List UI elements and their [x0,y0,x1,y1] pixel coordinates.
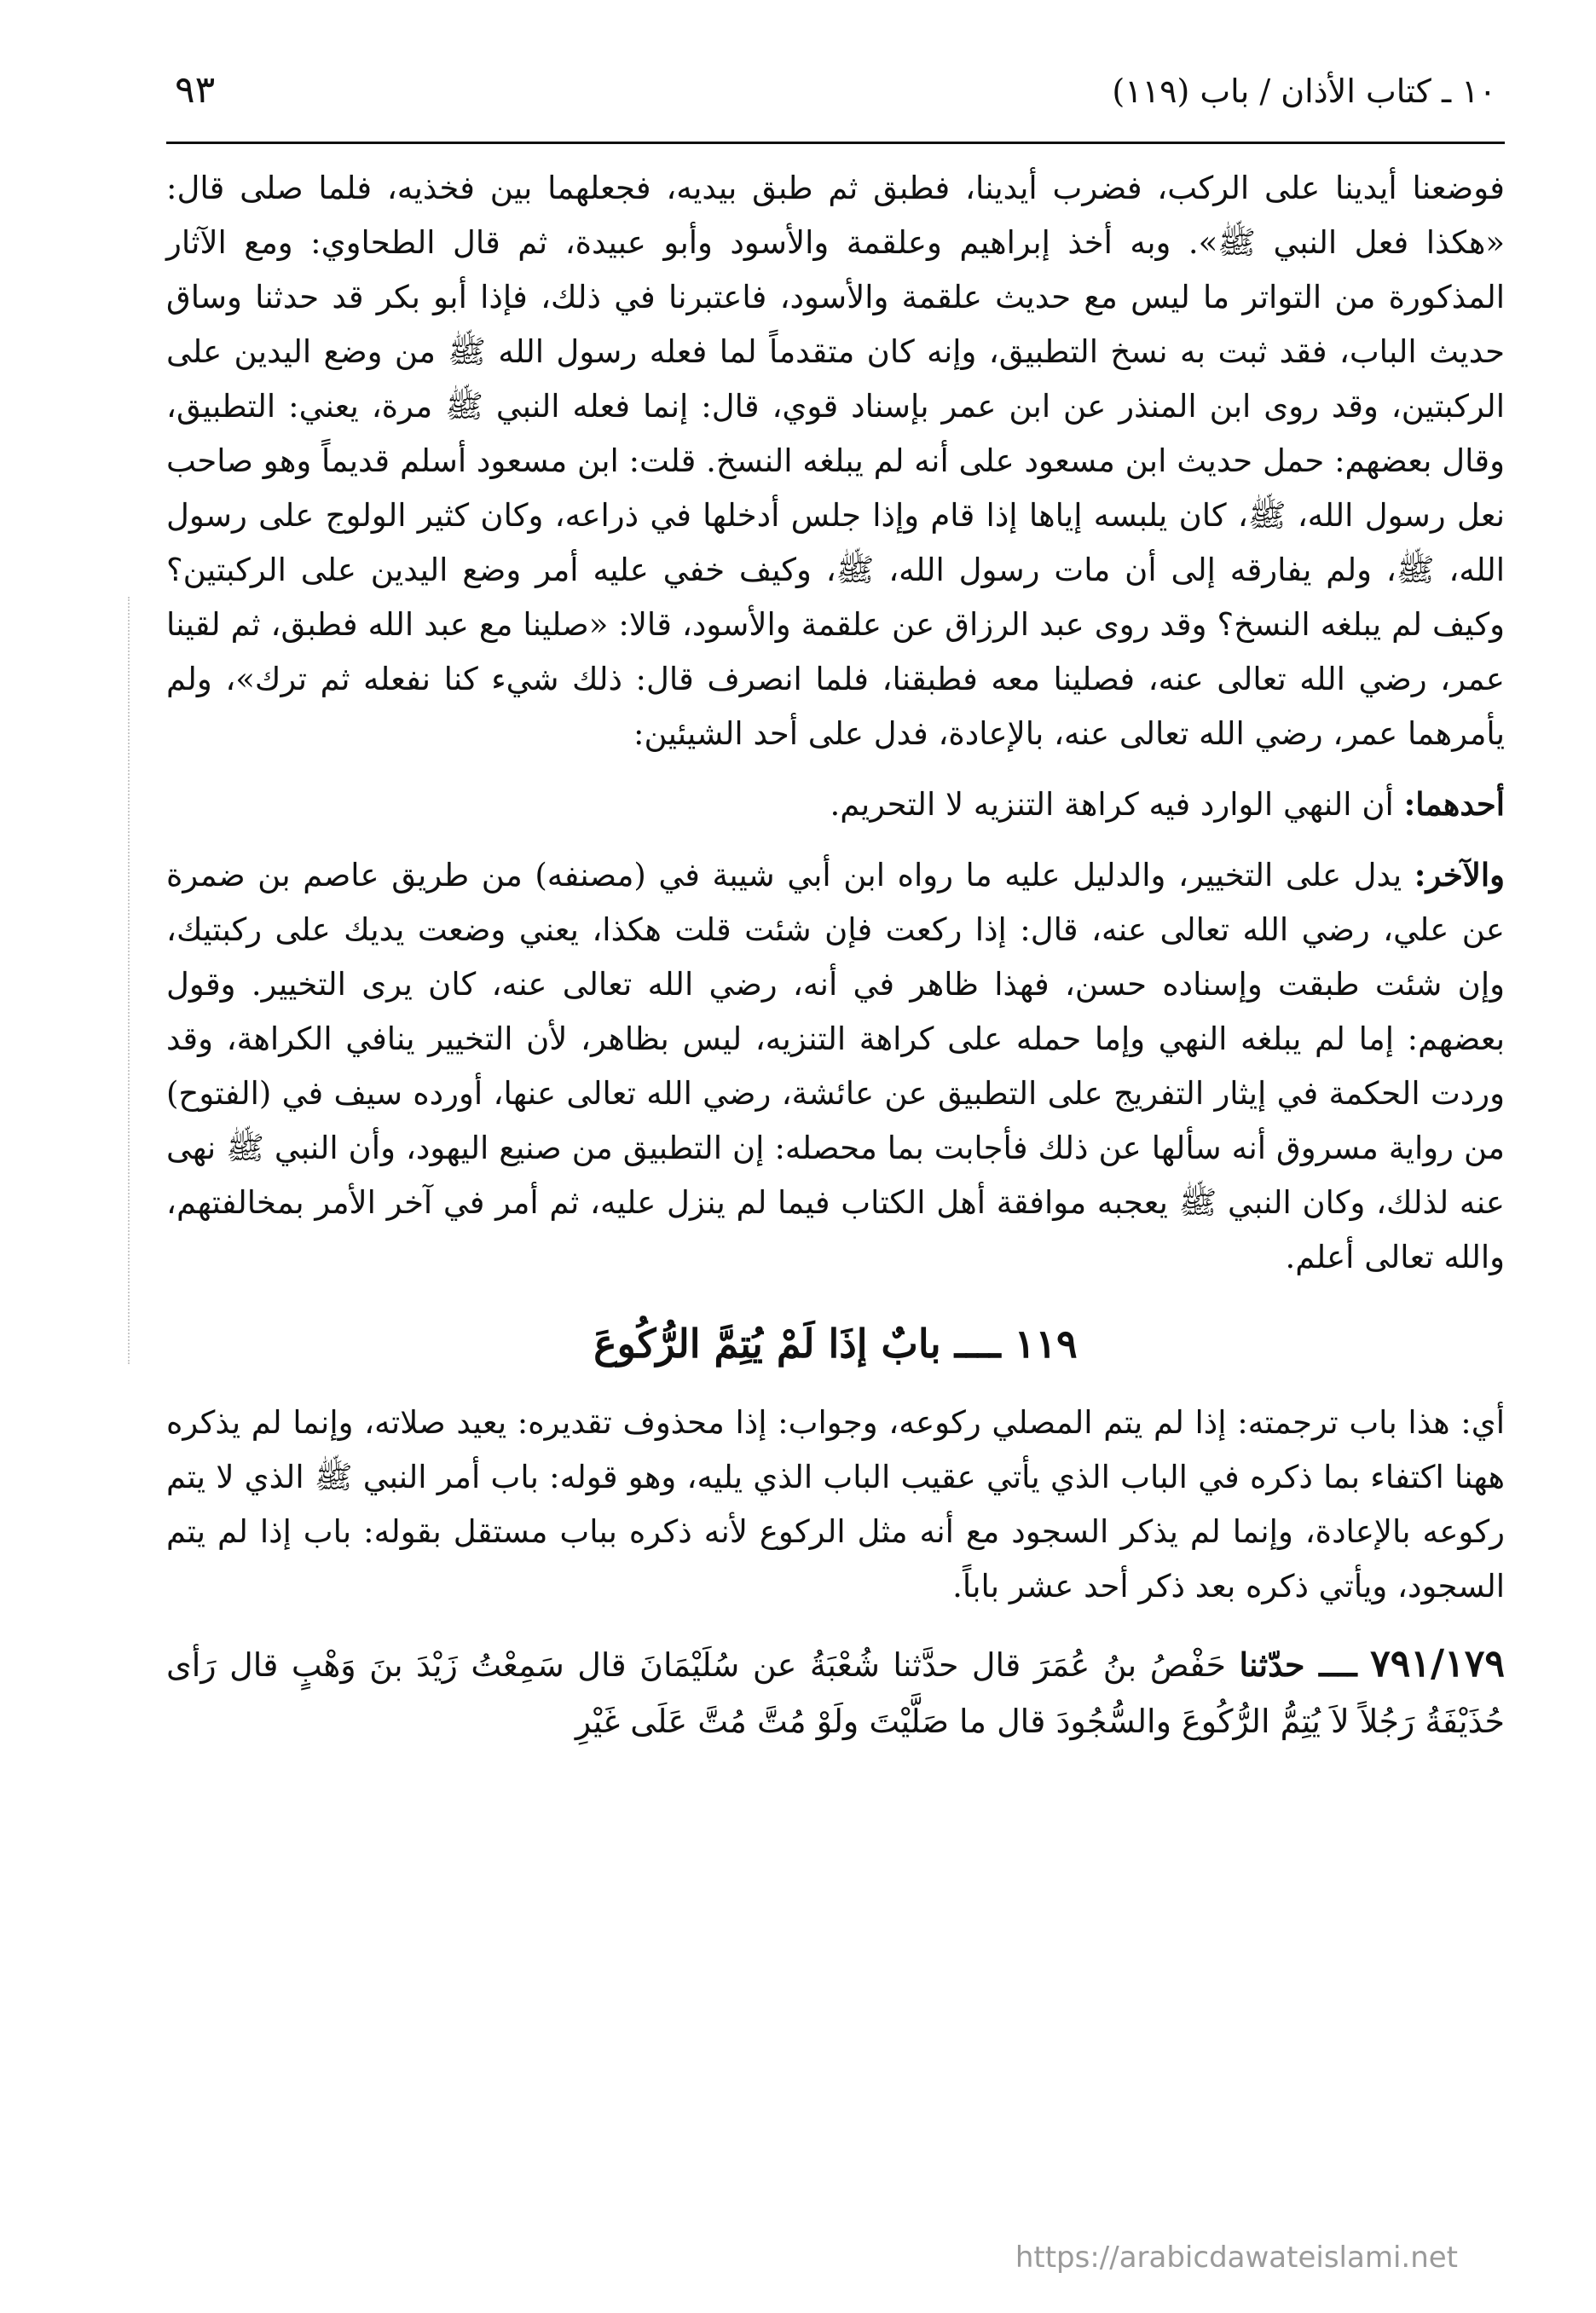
commentary-body [166,161,1505,1749]
chapter-heading: ١١٩ ــــ بابٌ إذَا لَمْ يُتِمَّ الرُّكُوعَ [593,1321,1078,1367]
margin-dotted-line [128,597,135,1364]
commentary-paragraph [166,161,1505,761]
second-point-label: والآخر: [1414,856,1505,893]
second-point-text: يدل على التخيير، والدليل عليه ما رواه ابن أبي شيبة في (مصنفه) من طريق عاصم بن ضمرة عن علي، رضي الله تعالى عنه، قال: إذا ركعت فإن شئت قلت هكذا، يعني وضعت يديك على ركبتيك، وإن شئت طبقت وإسناده حسن، فهذا ظاهر في أنه، رضي الله تعالى عنه، كان يرى التخيير. وقول بعضهم: إما لم يبلغه النهي وإما حمله على كراهة التنزيه، ليس بظاهر، لأن التخيير ينافي الكراهة، وقد وردت الحكمة في إيثار التفريج على التطبيق عن عائشة، رضي الله تعالى عنها، أورده سيف في (الفتوح) من رواية مسروق أنه سألها عن ذلك فأجابت بما محصله: إن التطبيق من صنيع اليهود، وأن النبي ﷺ نهى عنه لذلك، وكان النبي ﷺ يعجبه موافقة أهل الكتاب فيما لم ينزل عليه، ثم أمر في آخر الأمر بمخالفتهم، والله تعالى أعلم. [166,857,1505,1275]
watermark-url: https://arabicdawateislami.net [1015,2241,1458,2275]
hadith-number: ٧٩١/١٧٩ [1370,1642,1505,1686]
hadith-text [166,1636,1505,1749]
page-number: ٩٣ [175,68,216,112]
first-point-paragraph [166,777,1505,832]
second-point-paragraph [166,847,1505,1285]
page-header [166,68,1505,144]
book-page [166,68,1505,2285]
first-point-label: أحدهما: [1403,785,1505,823]
hadith-lead: ــــ حدّثنا [1239,1645,1357,1684]
chapter-explanation: أي: هذا باب ترجمته: إذا لم يتم المصلي ركوعه، وجواب: إذا محذوف تقديره: يعيد صلاته، وإنما لم يذكره ههنا اكتفاء بما ذكره في الباب الذي يأتي عقيب الباب الذي يليه، وهو قوله: باب أمر النبي ﷺ الذي لا يتم ركوعه بالإعادة، وإنما لم يذكر السجود مع أنه مثل الركوع لأنه ذكره بباب مستقل بقوله: باب إذا لم يتم السجود، ويأتي ذكره بعد ذكر أحد عشر باباً. [166,1404,1505,1605]
hadith-body: حَفْصُ بنُ عُمَرَ قال حدَّثنا شُعْبَةُ عن سُلَيْمَانَ قال سَمِعْتُ زَيْدَ بنَ وَهْبٍ قال رَأى حُذَيْفَةُ رَجُلاً لاَ يُتِمُّ الرُّكُوعَ والسُّجُودَ قال ما صَلَّيْتَ ولَوْ مُتَّ مُتَّ عَلَى غَيْرِ [166,1646,1505,1740]
running-title: ١٠ ـ كتاب الأذان / باب (١١٩) [1112,72,1496,110]
first-point-text: أن النهي الوارد فيه كراهة التنزيه لا التحريم. [830,786,1394,823]
paragraph-text: فوضعنا أيدينا على الركب، فضرب أيدينا، فطبق ثم طبق بيديه، فجعلهما بين فخذيه، فلما صلى قال: «هكذا فعل النبي ﷺ». وبه أخذ إبراهيم وعلقمة والأسود وأبو عبيدة، ثم قال الطحاوي: ومع الآثار المذكورة من التواتر ما ليس مع حديث علقمة والأسود، فاعتبرنا في ذلك، فإذا أبو بكر قد حدثنا وساق حديث الباب، فقد ثبت به نسخ التطبيق، وإنه كان متقدماً لما فعله رسول الله ﷺ من وضع اليدين على الركبتين، وقد روى ابن المنذر عن ابن عمر بإسناد قوي، قال: إنما فعله النبي ﷺ مرة، يعني: التطبيق، وقال بعضهم: حمل حديث ابن مسعود على أنه لم يبلغه النسخ. قلت: ابن مسعود أسلم قديماً وهو صاحب نعل رسول الله، ﷺ، كان يلبسه إياها إذا قام وإذا جلس أدخلها في ذراعه، وكان كثير الولوج على رسول الله، ﷺ، ولم يفارقه إلى أن مات رسول الله، ﷺ، وكيف خفي عليه أمر وضع اليدين على الركبتين؟ وكيف لم يبلغه النسخ؟ وقد روى عبد الرزاق عن علقمة والأسود، قالا: «صلينا مع عبد الله فطبق، ثم لقينا عمر، رضي الله تعالى عنه، فصلينا معه فطبقنا، فلما انصرف قال: ذلك شيء كنا نفعله ثم ترك»، ولم يأمرهما عمر، رضي الله تعالى عنه، بالإعادة، فدل على أحد الشيئين: [166,170,1505,752]
